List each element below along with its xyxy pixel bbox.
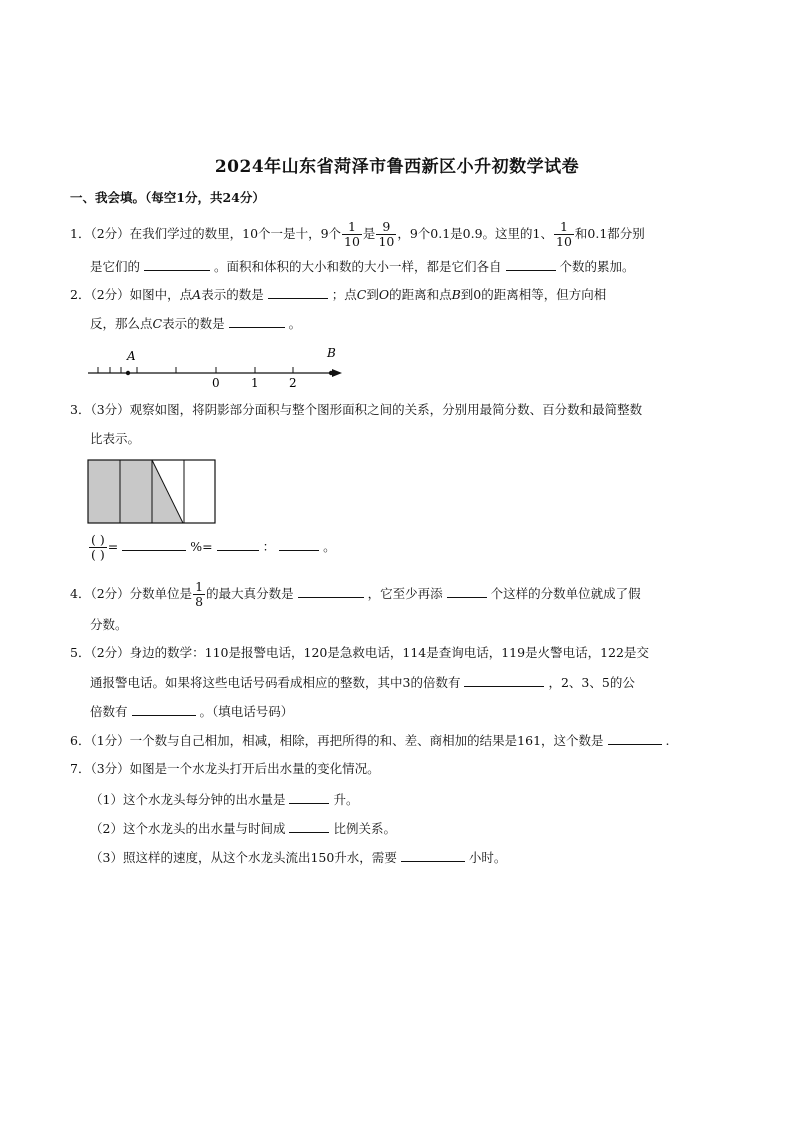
question-text: （2）这个水龙头的出水量与时间成: [90, 821, 286, 836]
question-text: 一个数与自己相加，相减，相除，再把所得的和、差、商相加的结果是161，这个数是: [129, 733, 604, 748]
fraction: [376, 220, 396, 249]
question-text: 通报警电话。如果将这些电话号码看成相应的整数，其中3的倍数有: [90, 675, 461, 690]
variable: B: [451, 287, 461, 302]
page-title: 2024年山东省菏泽市鲁西新区小升初数学试卷: [214, 157, 580, 177]
question-text: 反，那么点: [90, 316, 153, 331]
question-2-line-2: [90, 313, 301, 334]
question-text: 。（填电话号码）: [199, 704, 294, 719]
answer-blank[interactable]: [229, 313, 285, 328]
question-1-line-2: [90, 256, 635, 277]
question-text: 升。: [333, 792, 359, 807]
fraction: [342, 220, 362, 249]
fraction-denominator: 10: [378, 234, 395, 249]
answer-blank[interactable]: [447, 583, 487, 598]
question-text: 比例关系。: [333, 821, 396, 836]
question-text: ；点: [331, 287, 357, 302]
percent-sign: %=: [190, 539, 213, 554]
question-text: 到: [366, 287, 379, 302]
question-text: 个这样的分数单位就成了假: [490, 586, 641, 601]
question-6-line-1: [70, 730, 670, 751]
question-text: 是: [362, 226, 376, 241]
fraction-numerator: 1: [342, 220, 362, 235]
question-score: （2分）: [90, 645, 130, 660]
question-3-line-1: [70, 400, 642, 420]
point-a-label: A: [127, 349, 136, 363]
question-2-line-1: [70, 284, 606, 305]
question-number: 4．: [70, 586, 91, 601]
question-text: 是它们的: [90, 259, 141, 274]
question-5-line-3: [90, 701, 293, 722]
answer-blank[interactable]: [279, 536, 319, 551]
question-text: 到0的距离相等，但方向相: [460, 287, 607, 302]
question-text: ，它至少再添: [367, 586, 443, 601]
question-text: （1）这个水龙头每分钟的出水量是: [90, 792, 286, 807]
question-7-line-1: [70, 759, 380, 779]
fraction: [193, 580, 205, 609]
question-text: 分数单位是: [129, 586, 193, 601]
answer-blank[interactable]: [289, 789, 329, 804]
question-text: 表示的数是: [201, 287, 264, 302]
fraction: [554, 220, 574, 249]
question-text: 倍数有: [90, 704, 128, 719]
answer-blank[interactable]: [464, 672, 544, 687]
question-text: .: [665, 733, 670, 748]
shaded-region: [88, 460, 183, 523]
question-3-line-2: [90, 429, 140, 449]
question-7-sub-2: [90, 818, 396, 839]
question-5-line-2: [90, 672, 635, 693]
fraction-denominator: 8: [195, 594, 204, 609]
question-number: 3．: [70, 402, 91, 417]
answer-blank[interactable]: [401, 847, 465, 862]
equals-sign: =: [107, 539, 119, 554]
question-score: （2分）: [90, 287, 130, 302]
question-text: 观察如图，将阴影部分面积与整个图形面积之间的关系，分别用最简分数、百分数和最简整数: [129, 402, 643, 417]
question-text: 。面积和体积的大小和数的大小一样，都是它们各自: [214, 259, 502, 274]
question-text: 如图是一个水龙头打开后出水量的变化情况。: [129, 761, 380, 776]
answer-blank[interactable]: [298, 583, 364, 598]
question-text: 个数的累加。: [559, 259, 635, 274]
question-number: 6．: [70, 733, 91, 748]
point-b: [329, 371, 333, 375]
question-text: 在我们学过的数里，10个一是十，9个: [129, 226, 342, 241]
question-3-answer-line: [88, 533, 336, 562]
shaded-area-figure: [87, 459, 217, 525]
section-heading: 一、我会填。（每空1分，共24分）: [70, 190, 265, 205]
variable: C: [152, 316, 163, 331]
question-7-sub-1: [90, 789, 358, 810]
question-text: 。: [288, 316, 302, 331]
question-number: 7．: [70, 761, 91, 776]
answer-blank[interactable]: [608, 730, 662, 745]
point-a: [126, 371, 130, 375]
answer-blank[interactable]: [132, 701, 196, 716]
fraction-blank[interactable]: [89, 533, 107, 562]
question-text: 分数。: [90, 617, 128, 632]
question-4-line-1: [70, 580, 641, 609]
fraction-numerator: ( ): [91, 532, 105, 547]
variable: O: [378, 287, 390, 302]
variable: C: [356, 287, 367, 302]
fraction-denominator: 10: [556, 234, 572, 249]
number-line-figure: [84, 342, 348, 388]
question-number: 2．: [70, 287, 91, 302]
point-b-label: B: [327, 346, 336, 360]
question-7-sub-3: [90, 847, 506, 868]
tick-label: 2: [289, 376, 297, 388]
variable: A: [192, 287, 202, 302]
question-text: 比表示。: [90, 431, 141, 446]
answer-blank[interactable]: [217, 536, 259, 551]
question-text: 。: [323, 539, 336, 554]
tick-label: 0: [212, 376, 220, 388]
question-text: 的距离和点: [389, 287, 452, 302]
question-text: 和0.1都分别: [574, 226, 645, 241]
question-text: 身边的数学：110是报警电话，120是急救电话，114是查询电话，119是火警电话，122是交: [129, 645, 649, 660]
question-text: 表示的数是: [162, 316, 225, 331]
question-text: 的最大真分数是: [206, 586, 294, 601]
fraction-numerator: 9: [376, 220, 396, 235]
question-4-line-2: [90, 615, 128, 635]
fraction-denominator: 10: [344, 234, 360, 249]
answer-blank[interactable]: [268, 284, 328, 299]
question-score: （1分）: [90, 733, 130, 748]
fraction-numerator: 1: [195, 579, 204, 594]
question-text: （3）照这样的速度，从这个水龙头流出150升水，需要: [90, 850, 397, 865]
question-text: 小时。: [468, 850, 507, 865]
question-5-line-1: [70, 643, 649, 663]
question-score: （3分）: [90, 761, 130, 776]
answer-blank[interactable]: [289, 818, 329, 833]
answer-blank[interactable]: [506, 256, 556, 271]
question-1-line-1: [70, 220, 645, 249]
question-score: （2分）: [90, 226, 130, 241]
colon-sign: ：: [262, 539, 276, 554]
answer-blank[interactable]: [144, 256, 210, 271]
question-score: （3分）: [90, 402, 130, 417]
question-text: ，2、3、5的公: [548, 675, 635, 690]
fraction-numerator: 1: [554, 220, 574, 235]
question-text: ，9个0.1是0.9。这里的1、: [397, 226, 554, 241]
question-text: 如图中，点: [129, 287, 193, 302]
arrow-icon: [332, 369, 342, 377]
answer-blank[interactable]: [122, 536, 186, 551]
question-number: 1．: [70, 226, 91, 241]
question-score: （2分）: [90, 586, 130, 601]
question-number: 5．: [70, 645, 91, 660]
tick-label: 1: [251, 376, 259, 388]
fraction-denominator: ( ): [91, 547, 105, 562]
